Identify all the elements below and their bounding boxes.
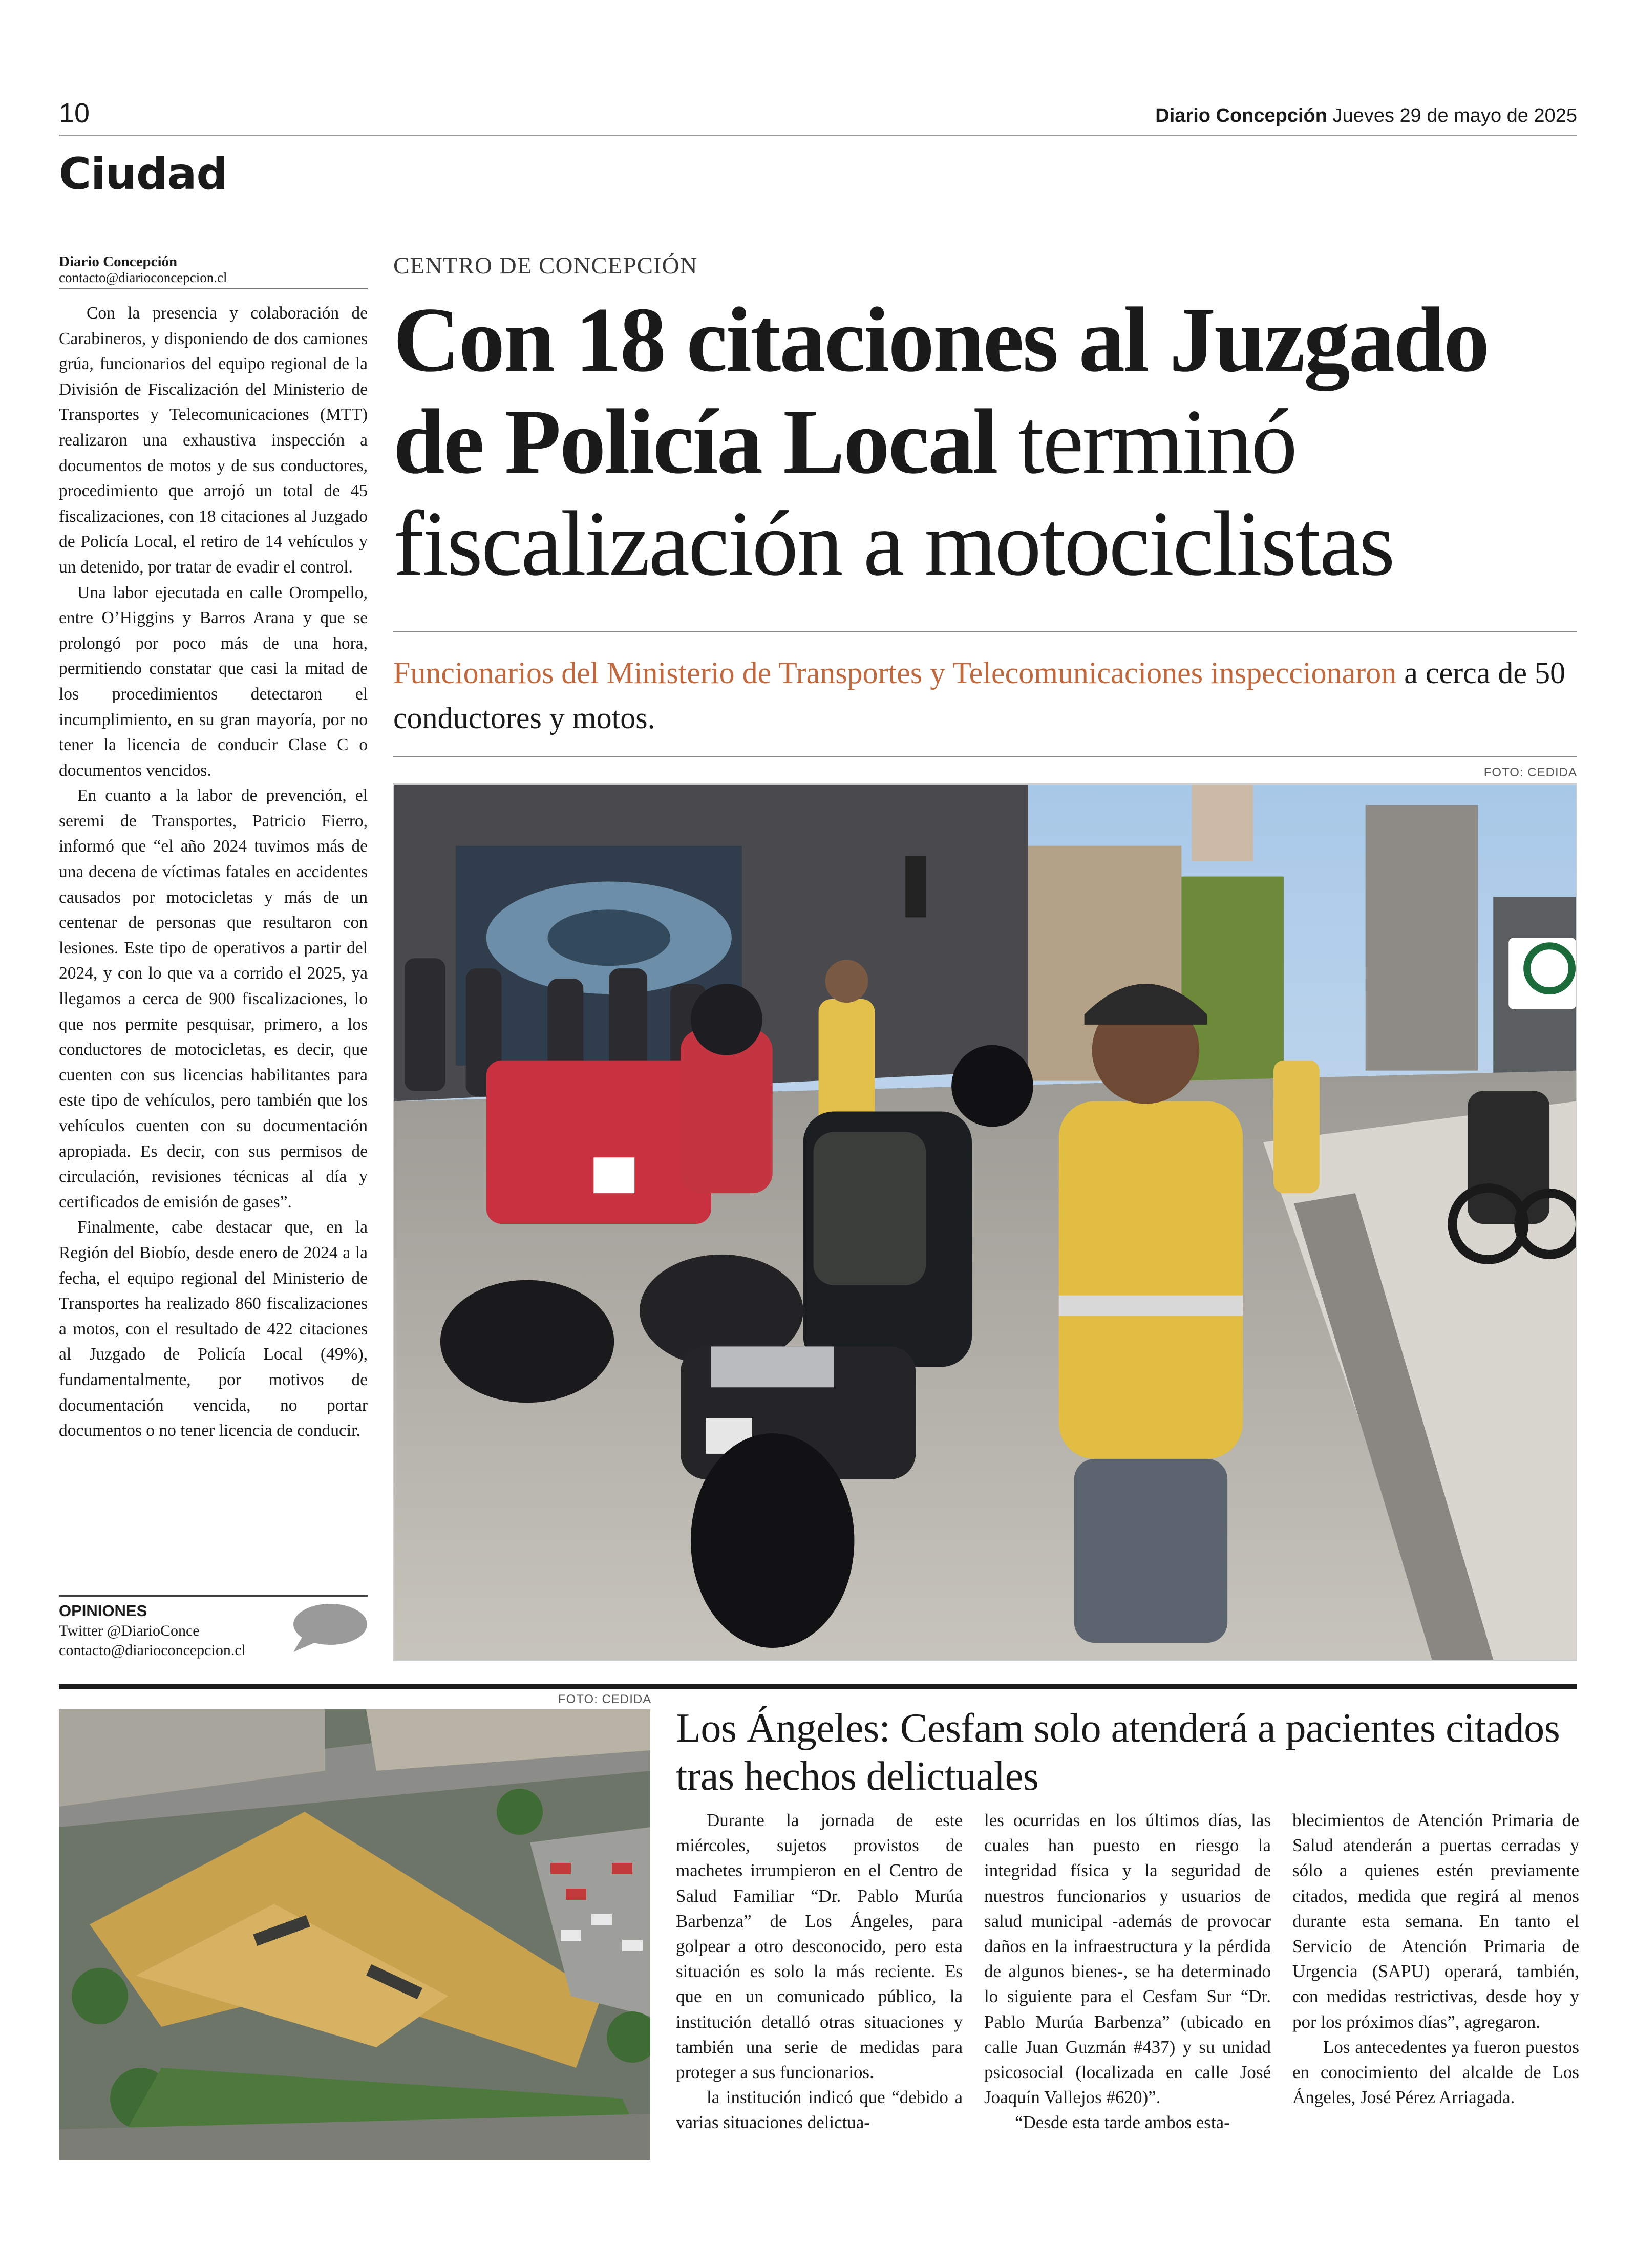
deck-top-rule: [393, 631, 1577, 632]
main-headline: [393, 289, 1581, 595]
header-rule: [59, 135, 1577, 136]
deck-bottom-rule: [393, 756, 1577, 757]
left-column: [59, 253, 368, 1444]
opinions-email: contacto@diarioconcepcion.cl: [59, 1642, 246, 1659]
body-paragraph: “Desde esta tarde ambos esta-: [1015, 2112, 1230, 2133]
motorcycle-inspection-image: [394, 785, 1576, 1660]
cesfam-aerial-image: [59, 1709, 650, 2160]
cesfam-aerial-photo: [59, 1709, 650, 2160]
body-paragraph: Los antecedentes ya fueron puestos en conocimiento del alcalde de Los Ángeles, José Pérez Arriagada.: [1292, 2037, 1579, 2108]
article-kicker: CENTRO DE CONCEPCIÓN: [393, 252, 698, 279]
body-paragraph: blecimientos de Atención Primaria de Salud atenderán a puertas cerradas y sólo a quienes estén previamente citados, medida que regirá al menos durante esta semana. En tanto el Servicio de Atención Primaria de Urgencia (SAPU) operará, también, con medidas restrictivas, desde hoy y por los próximos días”, agregaron.: [1292, 1810, 1579, 2032]
speech-bubble-icon: [289, 1603, 367, 1654]
body-paragraph: Con la presencia y colaboración de Carabineros, y disponiendo de dos camiones grúa, funcionarios del equipo regional de la División de Fiscalización del Ministerio de Transportes y Telecomunicaciones (MTT) realizaron una exhaustiva inspección a documentos de motos y de sus conductores, procedimiento que arrojó un total de 45 fiscalizaciones, con 18 citaciones al Juzgado de Policía Local, el retiro de 14 vehículos y un detenido, por tratar de evadir el control.: [59, 304, 368, 577]
deck-rest: a cerca de 50 conductores y motos.: [393, 656, 1566, 735]
article-deck: [393, 650, 1577, 740]
section-title: Ciudad: [59, 149, 227, 200]
page-number: 10: [59, 98, 90, 129]
headline-regular: terminó fiscalización a motociclistas: [393, 391, 1394, 595]
issue-date: Jueves 29 de mayo de 2025: [1332, 105, 1577, 126]
second-article-column-1: [676, 1808, 963, 2135]
headline-bold: Con 18 citaciones al Juzgado de Policía Local: [393, 289, 1489, 493]
body-paragraph: Durante la jornada de este miércoles, sujetos provistos de machetes irrumpieron en el Centro de Salud Familiar “Dr. Pablo Murúa Barbenza” de Los Ángeles, para golpear a otro desconocido, pero esta situación es solo la más reciente. Es que en un comunicado público, la institución detalló otras situaciones y también una serie de medidas para proteger a sus funcionarios.: [676, 1810, 963, 2083]
body-paragraph: Finalmente, cabe destacar que, en la Región del Biobío, desde enero de 2024 a la fecha, el equipo regional del Ministerio de Transportes ha realizado 860 fiscalizaciones a motos, con el resultado de 422 citaciones al Juzgado de Policía Local (49%), fundamentalmente, por motivos de documentación vencida, no portar documentos o no tener licencia de conducir.: [59, 1218, 368, 1440]
main-article-body: [59, 301, 368, 1444]
byline-email: contacto@diarioconcepcion.cl: [59, 270, 227, 285]
publication-name: Diario Concepción: [1155, 105, 1327, 126]
body-paragraph: la institución indicó que “debido a varias situaciones delictua-: [676, 2087, 963, 2133]
byline-rule: [59, 288, 368, 289]
body-paragraph: les ocurridas en los últimos días, las cuales han puesto en riesgo la integridad física y la seguridad de nuestros funcionarios y usuarios de salud municipal -además de provocar daños en la infraestructura y la pérdida de algunos bienes-, se ha determinado lo siguiente para el Cesfam Sur “Dr. Pablo Murúa Barbenza” (ubicado en calle Juan Guzmán #437) y su unidad psicosocial (localizada en calle José Joaquín Vallejos #620)”.: [984, 1810, 1271, 2108]
photo-credit-second: FOTO: CEDIDA: [558, 1692, 652, 1706]
main-photo: [393, 783, 1577, 1661]
section-divider: [59, 1684, 1577, 1689]
body-paragraph: Una labor ejecutada en calle Orompello, entre O’Higgins y Barros Arana y que se prolongó por poco más de una hora, permitiendo constatar que casi la mitad de los procedimientos detectaron el incumplimiento, en su gran mayoría, por no tener la licencia de conducir Clase C o documentos vencidos.: [59, 583, 368, 780]
opinions-rule: [59, 1595, 368, 1597]
photo-credit: FOTO: CEDIDA: [1483, 766, 1577, 779]
second-article-column-3: [1292, 1808, 1579, 2110]
masthead: [1155, 105, 1577, 127]
body-paragraph: En cuanto a la labor de prevención, el seremi de Transportes, Patricio Fierro, informó que “el año 2024 tuvimos más de una decena de víctimas fatales en accidentes causados por motocicletas y más de un centenar de personas que resultaron con lesiones. Este tipo de operativos a partir del 2024, y con lo que va a corrido el 2025, ya llegamos a cerca de 900 fiscalizaciones, lo que nos permite pesquisar, primero, a los conductores de motocicletas, es decir, que cuenten con sus licencias habilitantes para este tipo de vehículos, pero también que los vehículos cuenten con su documentación apropiada. Es decir, con sus permisos de circulación, revisiones técnicas al día y certificados de emisión de gases”.: [59, 786, 368, 1212]
byline-name: Diario Concepción: [59, 253, 178, 270]
second-article-column-2: [984, 1808, 1271, 2135]
second-headline: Los Ángeles: Cesfam solo atenderá a pacientes citados tras hechos delictuales: [676, 1706, 1560, 1799]
opinions-twitter: Twitter @DiarioConce: [59, 1622, 200, 1639]
deck-accent: Funcionarios del Ministerio de Transportes y Telecomunicaciones inspeccionaron: [393, 656, 1397, 690]
opinions-title: OPINIONES: [59, 1602, 147, 1620]
